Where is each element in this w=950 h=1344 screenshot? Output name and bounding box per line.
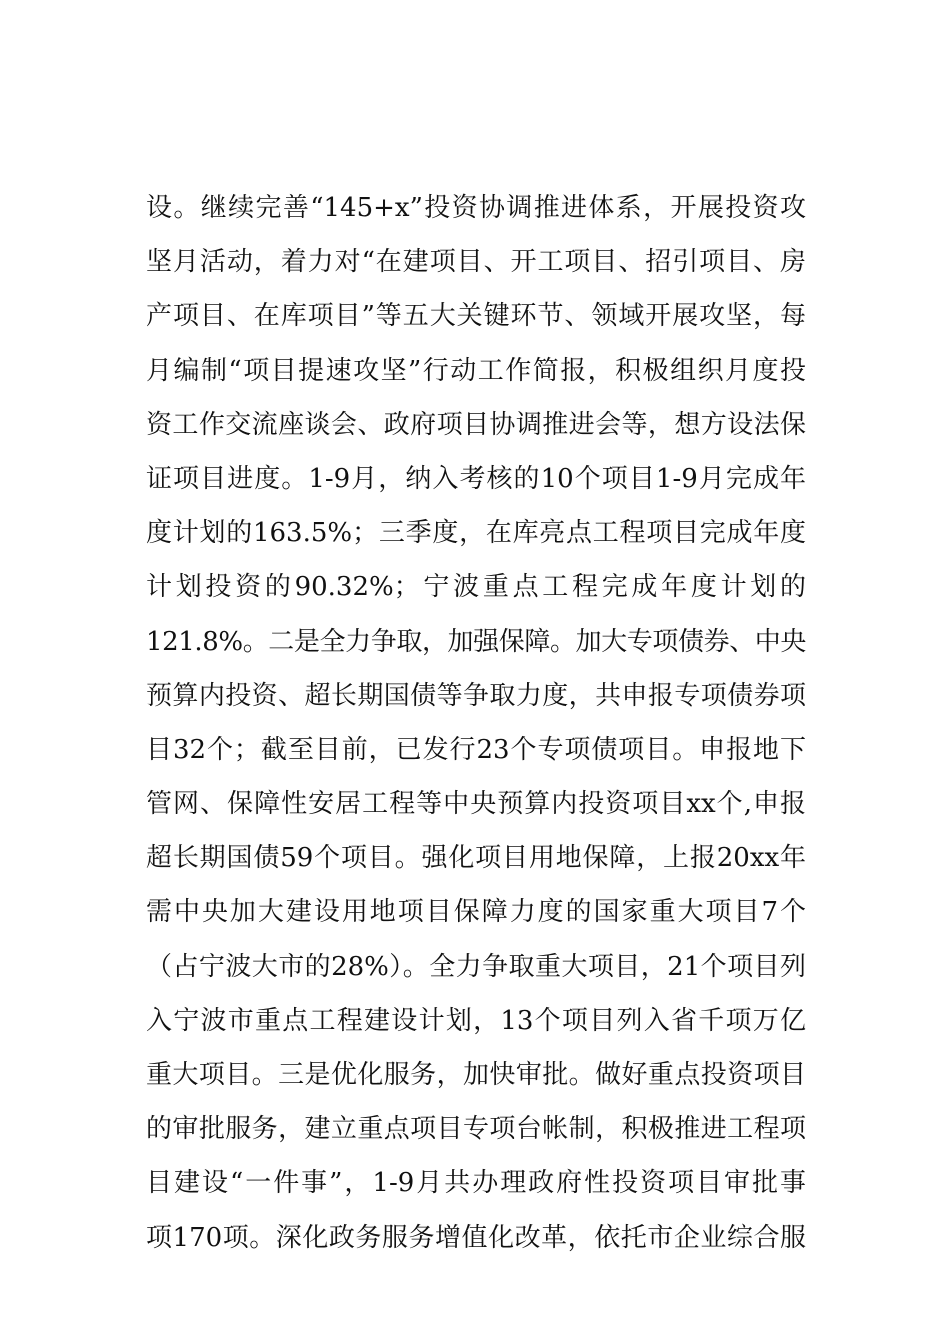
text-line: 121.8%。二是全力争取，加强保障。加大专项债券、中央: [146, 626, 806, 657]
text-line: 证项目进度。1-9月，纳入考核的10个项目1-9月完成年: [146, 463, 806, 494]
text-line: 目建设“一件事”，1-9月共办理政府性投资项目审批事: [146, 1168, 806, 1199]
text-line: 月编制“项目提速攻坚”行动工作简报，积极组织月度投: [146, 355, 806, 386]
text-line: 需中央加大建设用地项目保障力度的国家重大项目7个: [146, 897, 806, 928]
text-line: 计划投资的90.32%；宁波重点工程完成年度计划的: [146, 572, 806, 603]
text-line: 预算内投资、超长期国债等争取力度，共申报专项债券项: [146, 680, 806, 711]
text-line: 度计划的163.5%；三季度，在库亮点工程项目完成年度: [146, 518, 806, 549]
text-line: 目32个；截至目前，已发行23个专项债项目。申报地下: [146, 734, 806, 765]
text-line: 的审批服务，建立重点项目专项台帐制，积极推进工程项: [146, 1114, 806, 1145]
text-line: （占宁波大市的28%）。全力争取重大项目，21个项目列: [146, 951, 806, 982]
body-paragraph: [146, 181, 806, 1265]
text-line: 入宁波市重点工程建设计划，13个项目列入省千项万亿: [146, 1005, 806, 1036]
text-line: 设。继续完善“145+x”投资协调推进体系，开展投资攻: [146, 193, 806, 223]
text-line: 坚月活动，着力对“在建项目、开工项目、招引项目、房: [146, 247, 806, 278]
text-line: 资工作交流座谈会、政府项目协调推进会等，想方设法保: [146, 409, 806, 440]
text-line: 超长期国债59个项目。强化项目用地保障，上报20xx年: [146, 843, 806, 874]
text-line: 重大项目。三是优化服务，加快审批。做好重点投资项目: [146, 1060, 806, 1090]
text-line: 项170项。深化政务服务增值化改革，依托市企业综合服: [146, 1222, 806, 1253]
text-line: 管网、保障性安居工程等中央预算内投资项目xx个,申报: [146, 789, 806, 820]
text-line: 产项目、在库项目”等五大关键环节、领域开展攻坚，每: [146, 301, 806, 332]
